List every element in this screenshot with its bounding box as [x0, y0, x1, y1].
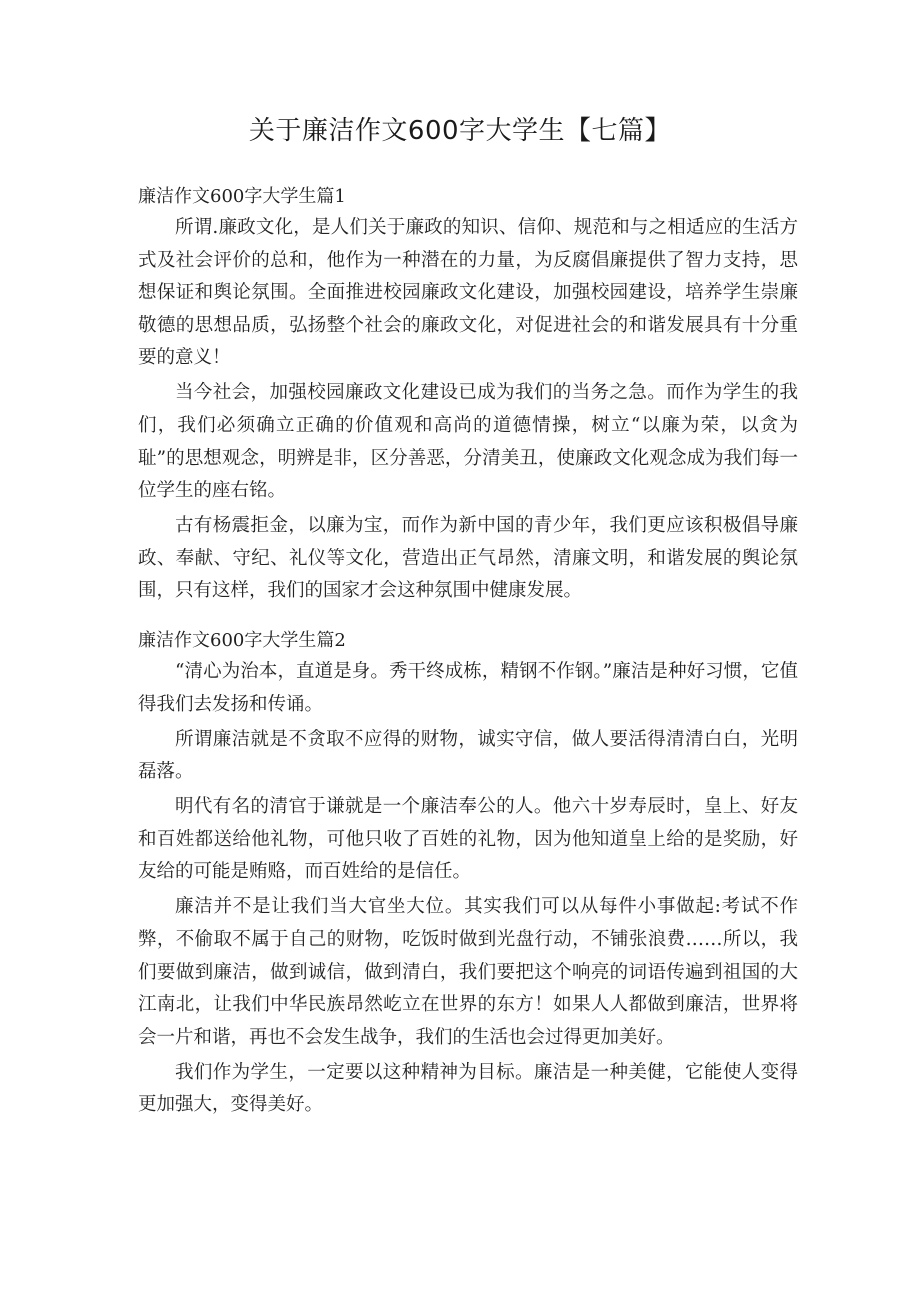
paragraph: 古有杨震拒金，以廉为宝，而作为新中国的青少年，我们更应该积极倡导廉政、奉献、守纪、礼仪等文化，营造出正气昂然，清廉文明，和谐发展的舆论氛围，只有这样，我们的国家才会这种氛围中健康发展。: [138, 515, 798, 602]
essay-section-1: [138, 182, 798, 610]
essay-section-2: [138, 626, 798, 1124]
paragraph: 当今社会，加强校园廉政文化建设已成为我们的当务之急。而作为学生的我们，我们必须确立正确的价值观和高尚的道德情操，树立“以廉为荣，以贪为耻”的思想观念，明辨是非，区分善恶，分清美丑，使廉政文化观念成为我们每一位学生的座右铭。: [138, 382, 798, 502]
section-heading: 廉洁作文600字大学生篇1: [138, 186, 346, 207]
paragraph: 明代有名的清官于谦就是一个廉洁奉公的人。他六十岁寿辰时，皇上、好友和百姓都送给他礼物，可他只收了百姓的礼物，因为他知道皇上给的是奖励，好友给的可能是贿赂，而百姓给的是信任。: [138, 796, 798, 883]
section-heading: 廉洁作文600字大学生篇2: [138, 630, 346, 651]
document-title: 关于廉洁作文600字大学生【七篇】: [248, 116, 672, 146]
paragraph: 我们作为学生，一定要以这种精神为目标。廉洁是一种美健，它能使人变得更加强大，变得美好。: [138, 1061, 798, 1116]
paragraph: 廉洁并不是让我们当大官坐大位。其实我们可以从每件小事做起:考试不作弊，不偷取不属于自己的财物，吃饭时做到光盘行动，不铺张浪费……所以，我们要做到廉洁，做到诚信，做到清白，我们要把这个响亮的词语传遍到祖国的大江南北，让我们中华民族昂然屹立在世界的东方！如果人人都做到廉洁，世界将会一片和谐，再也不会发生战争，我们的生活也会过得更加美好。: [138, 896, 798, 1048]
paragraph: 所谓廉洁就是不贪取不应得的财物，诚实守信，做人要活得清清白白，光明磊落。: [138, 728, 798, 783]
paragraph: “清心为治本，直道是身。秀干终成栋，精钢不作钢。”廉洁是种好习惯，它值得我们去发扬和传诵。: [138, 661, 798, 715]
paragraph: 所谓.廉政文化，是人们关于廉政的知识、信仰、规范和与之相适应的生活方式及社会评价的总和，他作为一种潜在的力量，为反腐倡廉提供了智力支持，思想保证和舆论氛围。全面推进校园廉政文化建设，加强校园建设，培养学生崇廉敬德的思想品质，弘扬整个社会的廉政文化，对促进社会的和谐发展具有十分重要的意义！: [138, 217, 798, 369]
